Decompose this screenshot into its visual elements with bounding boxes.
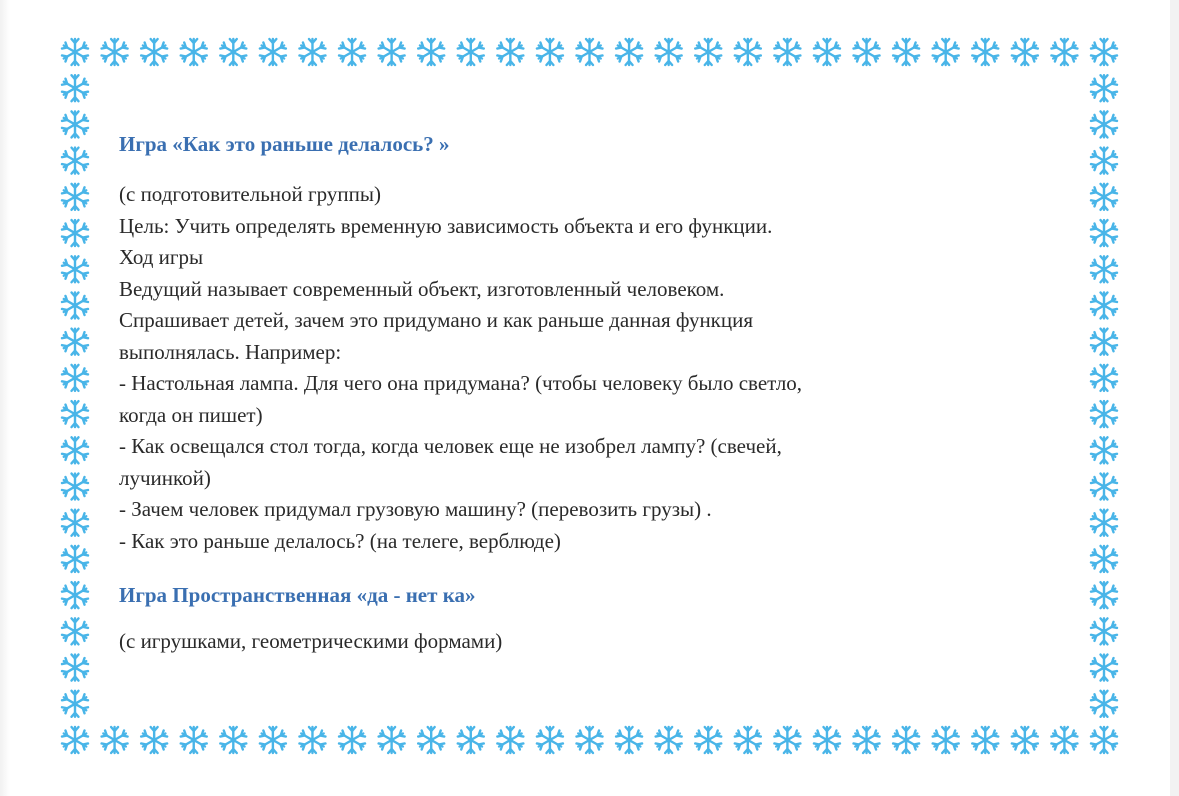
snowflake-icon xyxy=(62,111,88,137)
snowflake-icon xyxy=(62,256,88,282)
paragraph-line: Спрашивает детей, зачем это придумано и как раньше данная функция xyxy=(119,308,754,332)
snowflake-icon xyxy=(62,727,88,753)
paragraph-line: - Зачем человек придумал грузовую машину? (перевозить грузы) . xyxy=(119,497,712,521)
snowflake-icon xyxy=(893,727,919,753)
snowflake-icon xyxy=(1091,220,1117,246)
snowflake-icon xyxy=(1091,618,1117,644)
snowflake-icon xyxy=(141,39,167,65)
snowflake-icon xyxy=(1091,655,1117,681)
snowflake-icon xyxy=(814,39,840,65)
snowflake-icon xyxy=(735,727,761,753)
snowflake-icon xyxy=(1091,474,1117,500)
snowflake-icon xyxy=(418,39,444,65)
snowflake-icon xyxy=(62,655,88,681)
snowflake-icon xyxy=(260,39,286,65)
snowflake-icon xyxy=(181,39,207,65)
snowflake-icon xyxy=(1091,292,1117,318)
snowflake-icon xyxy=(62,220,88,246)
snowflake-icon xyxy=(1091,148,1117,174)
snowflake-icon xyxy=(1091,111,1117,137)
snowflake-icon xyxy=(537,39,563,65)
snowflake-icon xyxy=(695,39,721,65)
paragraph-line: - Настольная лампа. Для чего она придумана? (чтобы человеку было светло, xyxy=(119,371,803,395)
snowflake-icon xyxy=(62,546,88,572)
paragraph-line: когда он пишет) xyxy=(119,402,263,427)
snowflake-icon xyxy=(1091,582,1117,608)
snowflake-icon xyxy=(299,39,325,65)
snowflake-icon xyxy=(62,401,88,427)
snowflake-icon xyxy=(62,582,88,608)
snowflake-icon xyxy=(62,75,88,101)
game-title-2: Игра Пространственная «да - нет ка» xyxy=(119,583,476,607)
snowflake-icon xyxy=(1012,727,1038,753)
snowflake-icon xyxy=(933,727,959,753)
paragraph-line: - Как это раньше делалось? (на телеге, верблюде) xyxy=(119,528,561,553)
snowflake-icon xyxy=(181,727,207,753)
snowflake-icon xyxy=(616,39,642,65)
snowflake-icon xyxy=(339,727,365,753)
snowflake-icon xyxy=(62,365,88,391)
paragraph-line: лучинкой) xyxy=(119,465,211,490)
snowflake-icon xyxy=(141,727,167,753)
game-title-1: Игра «Как это раньше делалось? » xyxy=(119,132,450,156)
snowflake-icon xyxy=(537,727,563,753)
snowflake-icon xyxy=(814,727,840,753)
snowflake-icon xyxy=(893,39,919,65)
snowflake-icon xyxy=(1091,437,1117,463)
snowflake-icon xyxy=(1091,39,1117,65)
snowflake-icon xyxy=(1091,546,1117,572)
snowflake-icon xyxy=(1091,184,1117,210)
snowflake-icon xyxy=(616,727,642,753)
snowflake-icon xyxy=(220,727,246,753)
game-progress-heading: Ход игры xyxy=(119,245,204,269)
snowflake-icon xyxy=(774,727,800,753)
snowflake-icon xyxy=(1051,39,1077,65)
snowflake-icon xyxy=(656,39,682,65)
snowflake-icon xyxy=(62,148,88,174)
snowflake-icon xyxy=(339,39,365,65)
snowflake-icon xyxy=(1091,256,1117,282)
snowflake-icon xyxy=(62,691,88,717)
snowflake-icon xyxy=(62,184,88,210)
paragraph-line: выполнялась. Например: xyxy=(119,339,342,364)
paragraph-line: - Как освещался стол тогда, когда человек еще не изобрел лампу? (свечей, xyxy=(119,434,782,458)
snowflake-icon xyxy=(299,727,325,753)
snowflake-icon xyxy=(695,727,721,753)
snowflake-icon xyxy=(458,727,484,753)
snowflake-icon xyxy=(1091,691,1117,717)
game-subtitle-2: (с игрушками, геометрическими формами) xyxy=(119,629,503,653)
snowflake-icon xyxy=(458,39,484,65)
snowflake-icon xyxy=(1091,329,1117,355)
snowflake-icon xyxy=(62,510,88,536)
snowflake-icon xyxy=(62,329,88,355)
game-goal: Цель: Учить определять временную зависимость объекта и его функции. xyxy=(119,213,773,238)
snowflake-icon xyxy=(62,618,88,644)
snowflake-icon xyxy=(62,292,88,318)
snowflake-icon xyxy=(497,39,523,65)
snowflake-icon xyxy=(379,727,405,753)
snowflake-icon xyxy=(1091,365,1117,391)
snowflake-icon xyxy=(62,437,88,463)
snowflake-icon xyxy=(62,39,88,65)
snowflake-icon xyxy=(1091,401,1117,427)
snowflake-icon xyxy=(1012,39,1038,65)
game-subtitle-1: (с подготовительной группы) xyxy=(119,182,381,206)
snowflake-icon xyxy=(933,39,959,65)
snowflake-icon xyxy=(260,727,286,753)
snowflake-icon xyxy=(656,727,682,753)
snowflake-icon xyxy=(972,727,998,753)
snowflake-icon xyxy=(854,727,880,753)
snowflake-icon xyxy=(972,39,998,65)
snowflake-icon xyxy=(774,39,800,65)
document-content xyxy=(119,128,1059,658)
snowflake-icon xyxy=(102,727,128,753)
snowflake-icon xyxy=(1091,510,1117,536)
paragraph-line: Ведущий называет современный объект, изготовленный человеком. xyxy=(119,276,725,301)
snowflake-icon xyxy=(497,727,523,753)
snowflake-icon xyxy=(1051,727,1077,753)
snowflake-icon xyxy=(102,39,128,65)
snowflake-icon xyxy=(220,39,246,65)
snowflake-icon xyxy=(576,727,602,753)
snowflake-icon xyxy=(62,474,88,500)
snowflake-icon xyxy=(735,39,761,65)
snowflake-icon xyxy=(854,39,880,65)
snowflake-icon xyxy=(1091,75,1117,101)
snowflake-icon xyxy=(418,727,444,753)
snowflake-icon xyxy=(576,39,602,65)
snowflake-icon xyxy=(1091,727,1117,753)
snowflake-icon xyxy=(379,39,405,65)
